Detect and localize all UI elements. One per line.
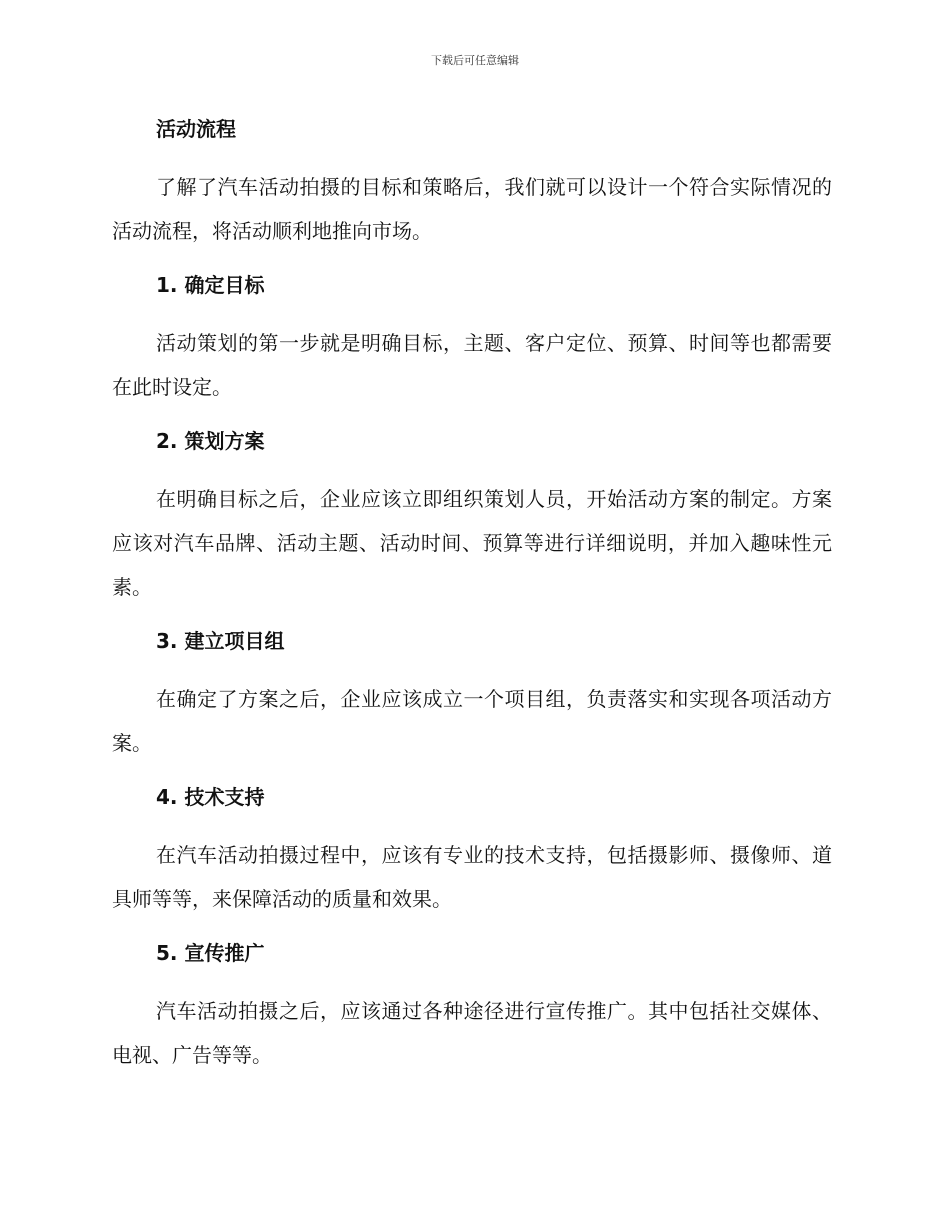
section-heading-3: 3. 建立项目组 bbox=[156, 629, 285, 653]
section-body-2: 在明确目标之后，企业应该立即组织策划人员，开始活动方案的制定。方案应该对汽车品牌、活动主题、活动时间、预算等进行详细说明，并加入趣味性元素。 bbox=[112, 487, 832, 599]
section-body-5: 汽车活动拍摄之后，应该通过各种途径进行宣传推广。其中包括社交媒体、电视、广告等等。 bbox=[112, 999, 832, 1067]
spacer bbox=[112, 658, 832, 677]
spacer bbox=[112, 302, 832, 321]
section-body-4: 在汽车活动拍摄过程中，应该有专业的技术支持，包括摄影师、摄像师、道具师等等，来保障活动的质量和效果。 bbox=[112, 843, 832, 911]
page-header-note: 下载后可任意编辑 bbox=[431, 54, 519, 67]
spacer bbox=[112, 146, 832, 165]
spacer bbox=[112, 458, 832, 477]
spacer bbox=[112, 409, 832, 424]
section-heading-1: 1. 确定目标 bbox=[156, 273, 265, 297]
section-body-1: 活动策划的第一步就是明确目标，主题、客户定位、预算、时间等也都需要在此时设定。 bbox=[112, 331, 832, 399]
spacer bbox=[112, 765, 832, 780]
spacer bbox=[112, 609, 832, 624]
section-body-3: 在确定了方案之后，企业应该成立一个项目组，负责落实和实现各项活动方案。 bbox=[112, 687, 832, 755]
document-body bbox=[112, 112, 832, 1077]
section-heading-2: 2. 策划方案 bbox=[156, 429, 265, 453]
spacer bbox=[112, 814, 832, 833]
section-heading-5: 5. 宣传推广 bbox=[156, 941, 265, 965]
spacer bbox=[112, 970, 832, 989]
spacer bbox=[112, 253, 832, 268]
spacer bbox=[112, 921, 832, 936]
section-heading-4: 4. 技术支持 bbox=[156, 785, 265, 809]
document-title: 活动流程 bbox=[156, 117, 236, 141]
intro-paragraph: 了解了汽车活动拍摄的目标和策略后，我们就可以设计一个符合实际情况的活动流程，将活动顺利地推向市场。 bbox=[112, 175, 832, 243]
